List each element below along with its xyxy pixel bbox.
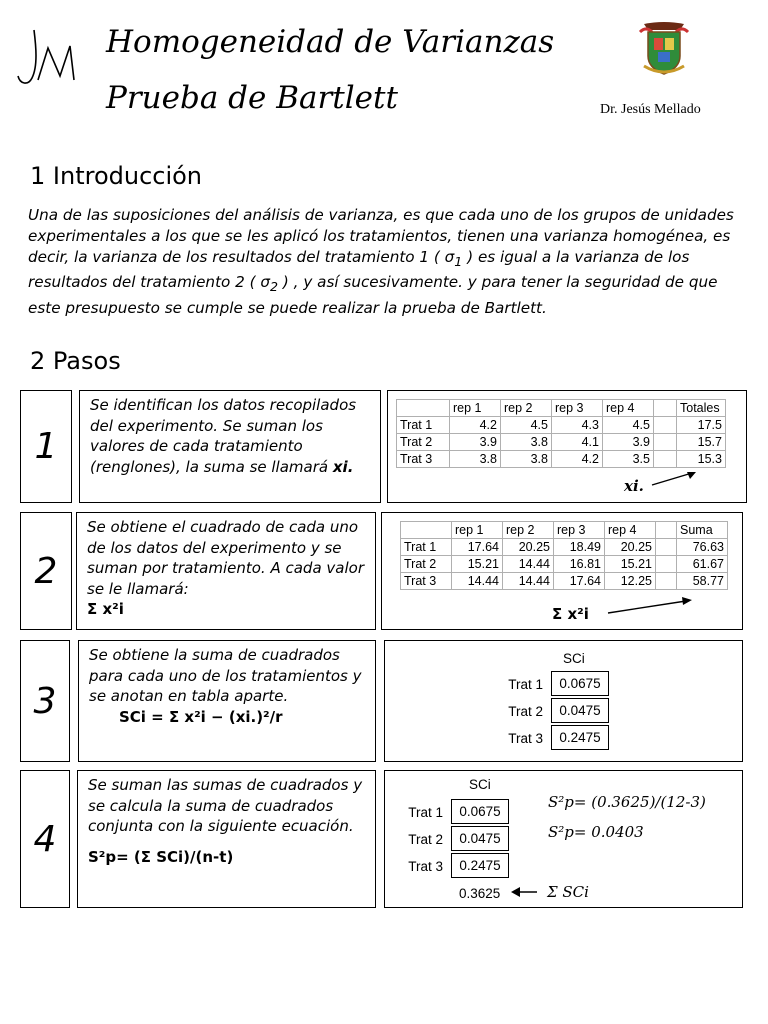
step-3-description (78, 640, 376, 762)
step-4-sc-header: SCi (469, 777, 491, 792)
step-4-table-panel (384, 770, 743, 908)
step-2-formula: Σ x²i (87, 600, 124, 618)
arrow-icon (650, 469, 698, 489)
table-row: Trat 2 0.0475 (485, 698, 609, 725)
step-4-total: 0.3625 (459, 886, 501, 901)
sigma-1-subscript: 1 (454, 253, 463, 269)
table-row: Trat 1 0.0675 (485, 671, 609, 698)
step-3-number: 3 (20, 640, 70, 762)
table-row: Trat 3 0.2475 (385, 853, 509, 880)
step-3-sc-header: SCi (563, 651, 585, 666)
step-4-sc-table (385, 799, 509, 880)
step-3-formula: SCi = Σ x²i − (xi.)²/r (119, 707, 283, 726)
intro-text-c: ) , y así sucesivamente. y para tener la seguridad de que este presupuesto se cumple se puede realizar la prueba de Bartlett. (28, 273, 718, 318)
step-4-number: 4 (20, 770, 70, 908)
step-4-calc-2: S²p= 0.0403 (548, 823, 644, 841)
title-line-2: Prueba de Bartlett (106, 80, 398, 116)
step-1-symbol: xi. (332, 457, 354, 476)
arrow-icon (606, 595, 694, 617)
table-row: Trat 2 15.21 14.44 16.81 15.21 61.67 (401, 556, 728, 573)
sigma-1: σ (444, 247, 455, 266)
intro-paragraph (28, 205, 740, 319)
table-row: Trat 3 0.2475 (485, 725, 609, 752)
step-2-number: 2 (20, 512, 72, 630)
step-4-description (77, 770, 376, 908)
table-row: Trat 1 4.2 4.5 4.3 4.5 17.5 (397, 417, 726, 434)
step-3-table-panel (384, 640, 743, 762)
coat-of-arms (638, 22, 690, 78)
table-row: Trat 2 3.9 3.8 4.1 3.9 15.7 (397, 434, 726, 451)
step-3-text: Se obtiene la suma de cuadrados para cada uno de los tratamientos y se anotan en tabla aparte. (89, 646, 362, 705)
step-4-total-label: Σ SCi (547, 883, 589, 901)
sigma-2: σ (260, 273, 271, 292)
monogram-logo (14, 26, 84, 90)
table-row: Trat 1 17.64 20.25 18.49 20.25 76.63 (401, 539, 728, 556)
step-2-text: Se obtiene el cuadrado de cada uno de los datos del experimento y se suman por tratamiento. A cada valor se le llamará: (87, 518, 364, 598)
step-1-arrow-label: xi. (624, 477, 644, 495)
step-1-text: Se identifican los datos recopilados del experimento. Se suman los valores de cada tratamiento (renglones), la suma se llamará (90, 396, 357, 476)
step-2-table-panel (381, 512, 743, 630)
step-2-table: rep 1 rep 2 rep 3 rep 4 Suma Trat 1 17.64 20.25 18.49 20.25 76.63 Trat 2 15.21 14.44 16.81 15.21 61.67 Trat 3 14.44 14.44 17.64 12.25 58.77 (400, 521, 728, 590)
author-name: Dr. Jesús Mellado (600, 102, 701, 117)
title-line-1: Homogeneidad de Varianzas (106, 24, 555, 60)
step-1-description (79, 390, 381, 503)
step-2-description (76, 512, 376, 630)
table-row: Trat 1 0.0675 (385, 799, 509, 826)
intro-text-b: ) es igual a la varianza de los resultados del tratamiento 2 ( (28, 247, 690, 292)
arrow-left-icon (511, 885, 539, 899)
step-4-formula: S²p= (Σ SCi)/(n-t) (88, 847, 234, 866)
table-row: Trat 3 14.44 14.44 17.64 12.25 58.77 (401, 573, 728, 590)
sigma-2-subscript: 2 (270, 279, 279, 295)
table-row: Trat 2 0.0475 (385, 826, 509, 853)
step-4-calc-1: S²p= (0.3625)/(12-3) (548, 793, 706, 811)
section-heading-pasos: 2 Pasos (30, 347, 121, 375)
step-4-text: Se suman las sumas de cuadrados y se calcula la suma de cuadrados conjunta con la siguiente ecuación. (88, 776, 363, 835)
step-1-table: rep 1 rep 2 rep 3 rep 4 Totales Trat 1 4.2 4.5 4.3 4.5 17.5 Trat 2 3.9 3.8 4.1 3.9 15.7 Trat 3 3.8 3.8 4.2 3.5 15.3 (396, 399, 726, 468)
table-row: Trat 3 3.8 3.8 4.2 3.5 15.3 (397, 451, 726, 468)
step-3-sc-table (485, 671, 609, 752)
intro-text-a: Una de las suposiciones del análisis de varianza, es que cada uno de los grupos de unidades experimentales a los que se les aplicó los tratamientos, tienen una varianza homogénea, es decir, la varianza de los resultados del tratamiento 1 ( (28, 206, 734, 266)
section-heading-introduccion: 1 Introducción (30, 162, 203, 190)
step-2-arrow-label: Σ x²i (552, 605, 589, 623)
step-1-number: 1 (20, 390, 72, 503)
step-1-table-panel (387, 390, 747, 503)
